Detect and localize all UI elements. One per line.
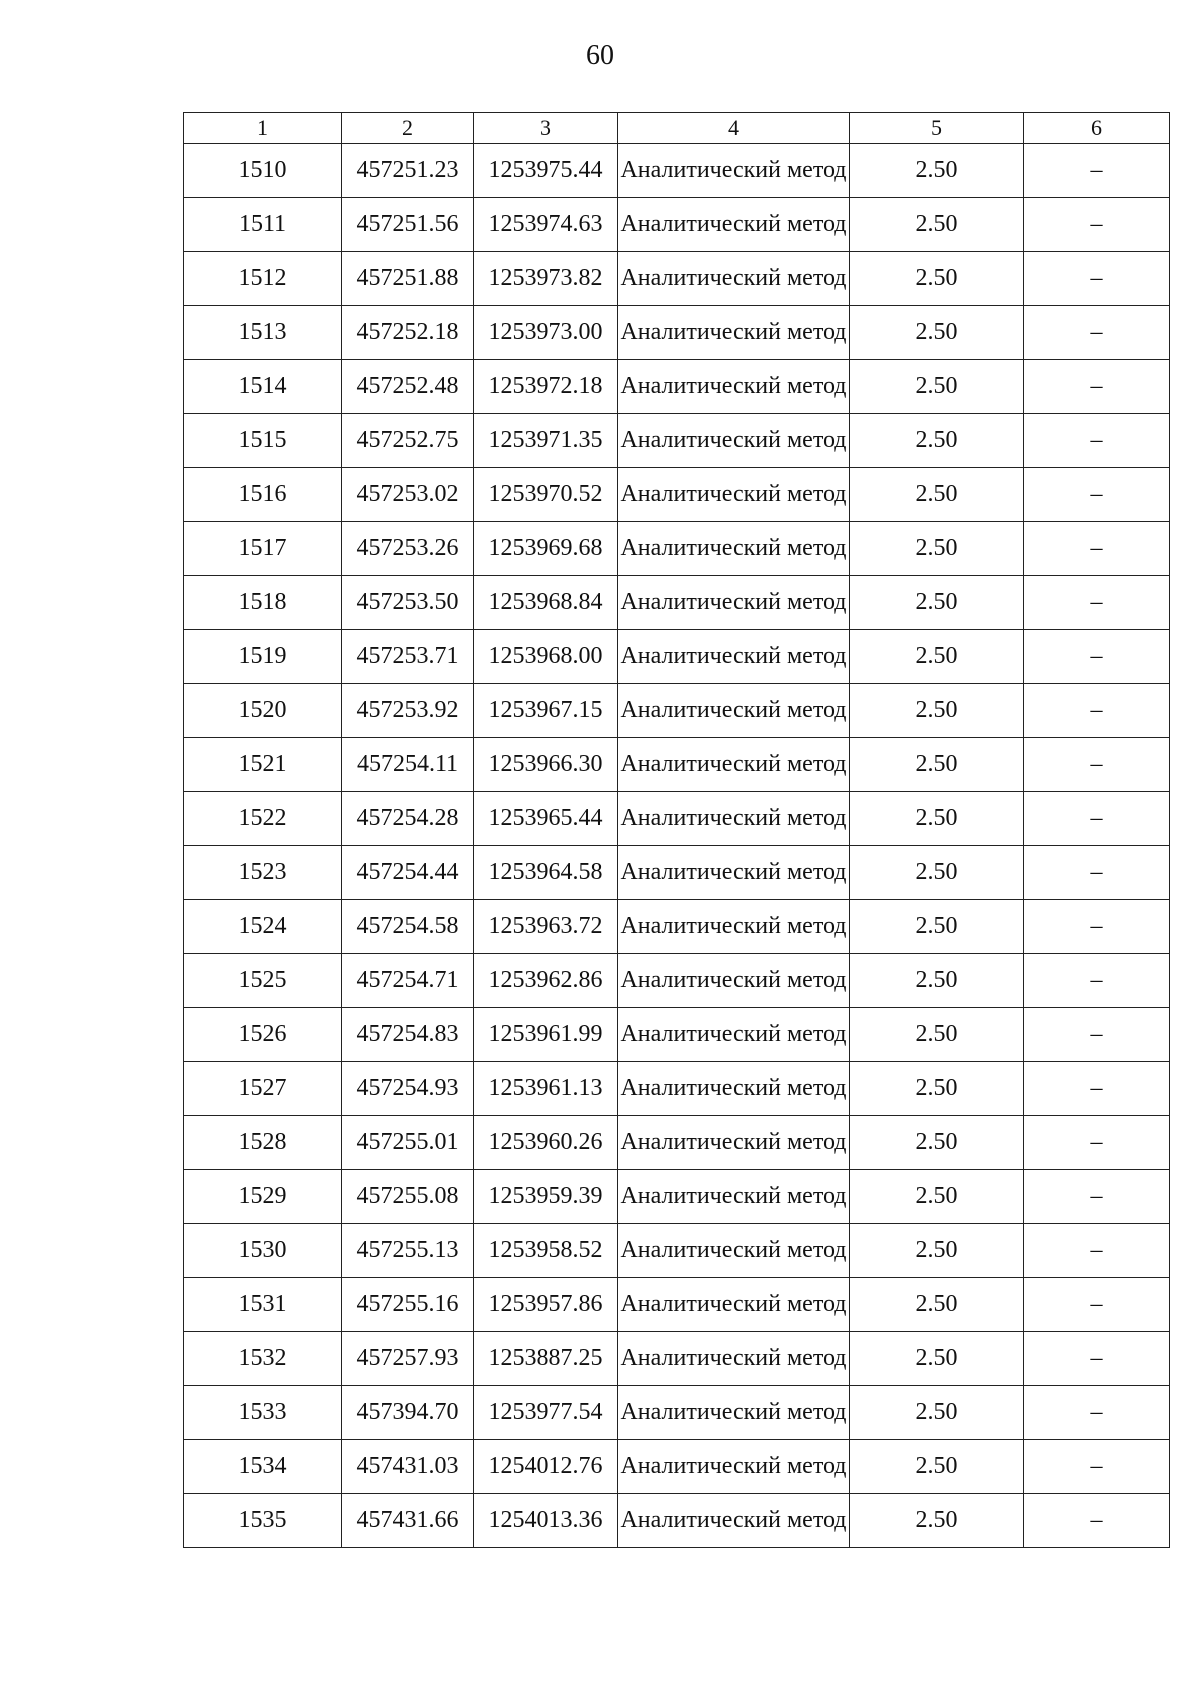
note-cell: – — [1024, 198, 1170, 252]
table-row — [184, 1116, 1170, 1170]
point-number-cell: 1528 — [184, 1116, 342, 1170]
y-coordinate-cell: 1253970.52 — [474, 468, 618, 522]
point-number-cell: 1512 — [184, 252, 342, 306]
accuracy-cell: 2.50 — [850, 684, 1024, 738]
table-row — [184, 1440, 1170, 1494]
point-number-cell: 1510 — [184, 144, 342, 198]
x-coordinate-cell: 457253.50 — [342, 576, 474, 630]
table-row — [184, 360, 1170, 414]
point-number-cell: 1514 — [184, 360, 342, 414]
y-coordinate-cell: 1253960.26 — [474, 1116, 618, 1170]
table-row — [184, 1008, 1170, 1062]
x-coordinate-cell: 457255.08 — [342, 1170, 474, 1224]
table-row — [184, 630, 1170, 684]
x-coordinate-cell: 457254.71 — [342, 954, 474, 1008]
point-number-cell: 1522 — [184, 792, 342, 846]
accuracy-cell: 2.50 — [850, 1170, 1024, 1224]
x-coordinate-cell: 457255.16 — [342, 1278, 474, 1332]
x-coordinate-cell: 457254.44 — [342, 846, 474, 900]
point-number-cell: 1513 — [184, 306, 342, 360]
method-cell: Аналитический метод — [618, 1008, 850, 1062]
method-cell: Аналитический метод — [618, 1062, 850, 1116]
method-cell: Аналитический метод — [618, 846, 850, 900]
method-cell: Аналитический метод — [618, 1386, 850, 1440]
y-coordinate-cell: 1253973.00 — [474, 306, 618, 360]
column-header-5: 5 — [850, 113, 1024, 144]
x-coordinate-cell: 457252.75 — [342, 414, 474, 468]
column-header-1: 1 — [184, 113, 342, 144]
method-cell: Аналитический метод — [618, 792, 850, 846]
method-cell: Аналитический метод — [618, 576, 850, 630]
x-coordinate-cell: 457254.58 — [342, 900, 474, 954]
x-coordinate-cell: 457253.71 — [342, 630, 474, 684]
table-row — [184, 1278, 1170, 1332]
x-coordinate-cell: 457254.11 — [342, 738, 474, 792]
x-coordinate-cell: 457251.88 — [342, 252, 474, 306]
y-coordinate-cell: 1253959.39 — [474, 1170, 618, 1224]
x-coordinate-cell: 457431.03 — [342, 1440, 474, 1494]
x-coordinate-cell: 457255.01 — [342, 1116, 474, 1170]
point-number-cell: 1534 — [184, 1440, 342, 1494]
x-coordinate-cell: 457251.56 — [342, 198, 474, 252]
table-row — [184, 1224, 1170, 1278]
note-cell: – — [1024, 630, 1170, 684]
x-coordinate-cell: 457253.26 — [342, 522, 474, 576]
method-cell: Аналитический метод — [618, 360, 850, 414]
accuracy-cell: 2.50 — [850, 846, 1024, 900]
accuracy-cell: 2.50 — [850, 1116, 1024, 1170]
x-coordinate-cell: 457252.18 — [342, 306, 474, 360]
table-row — [184, 1332, 1170, 1386]
method-cell: Аналитический метод — [618, 306, 850, 360]
accuracy-cell: 2.50 — [850, 1062, 1024, 1116]
method-cell: Аналитический метод — [618, 522, 850, 576]
point-number-cell: 1516 — [184, 468, 342, 522]
y-coordinate-cell: 1253971.35 — [474, 414, 618, 468]
method-cell: Аналитический метод — [618, 252, 850, 306]
y-coordinate-cell: 1253961.13 — [474, 1062, 618, 1116]
point-number-cell: 1525 — [184, 954, 342, 1008]
x-coordinate-cell: 457257.93 — [342, 1332, 474, 1386]
note-cell: – — [1024, 846, 1170, 900]
point-number-cell: 1529 — [184, 1170, 342, 1224]
point-number-cell: 1511 — [184, 198, 342, 252]
table-row — [184, 954, 1170, 1008]
y-coordinate-cell: 1253887.25 — [474, 1332, 618, 1386]
method-cell: Аналитический метод — [618, 1224, 850, 1278]
note-cell: – — [1024, 468, 1170, 522]
column-header-2: 2 — [342, 113, 474, 144]
note-cell: – — [1024, 252, 1170, 306]
y-coordinate-cell: 1253967.15 — [474, 684, 618, 738]
table-row — [184, 1386, 1170, 1440]
note-cell: – — [1024, 738, 1170, 792]
method-cell: Аналитический метод — [618, 1278, 850, 1332]
table-row — [184, 900, 1170, 954]
point-number-cell: 1523 — [184, 846, 342, 900]
y-coordinate-cell: 1253974.63 — [474, 198, 618, 252]
column-header-6: 6 — [1024, 113, 1170, 144]
table-row — [184, 144, 1170, 198]
point-number-cell: 1531 — [184, 1278, 342, 1332]
y-coordinate-cell: 1253977.54 — [474, 1386, 618, 1440]
x-coordinate-cell: 457254.28 — [342, 792, 474, 846]
y-coordinate-cell: 1254012.76 — [474, 1440, 618, 1494]
y-coordinate-cell: 1253965.44 — [474, 792, 618, 846]
method-cell: Аналитический метод — [618, 954, 850, 1008]
note-cell: – — [1024, 1494, 1170, 1548]
table-row — [184, 738, 1170, 792]
note-cell: – — [1024, 900, 1170, 954]
accuracy-cell: 2.50 — [850, 1278, 1024, 1332]
x-coordinate-cell: 457254.83 — [342, 1008, 474, 1062]
accuracy-cell: 2.50 — [850, 522, 1024, 576]
y-coordinate-cell: 1253962.86 — [474, 954, 618, 1008]
point-number-cell: 1519 — [184, 630, 342, 684]
point-number-cell: 1517 — [184, 522, 342, 576]
note-cell: – — [1024, 576, 1170, 630]
accuracy-cell: 2.50 — [850, 576, 1024, 630]
y-coordinate-cell: 1253969.68 — [474, 522, 618, 576]
page-number: 60 — [586, 40, 614, 71]
method-cell: Аналитический метод — [618, 630, 850, 684]
point-number-cell: 1520 — [184, 684, 342, 738]
accuracy-cell: 2.50 — [850, 1386, 1024, 1440]
method-cell: Аналитический метод — [618, 900, 850, 954]
note-cell: – — [1024, 306, 1170, 360]
table-row — [184, 684, 1170, 738]
point-number-cell: 1526 — [184, 1008, 342, 1062]
note-cell: – — [1024, 360, 1170, 414]
accuracy-cell: 2.50 — [850, 360, 1024, 414]
table-row — [184, 846, 1170, 900]
point-number-cell: 1533 — [184, 1386, 342, 1440]
accuracy-cell: 2.50 — [850, 630, 1024, 684]
note-cell: – — [1024, 1224, 1170, 1278]
y-coordinate-cell: 1253964.58 — [474, 846, 618, 900]
accuracy-cell: 2.50 — [850, 738, 1024, 792]
y-coordinate-cell: 1253957.86 — [474, 1278, 618, 1332]
point-number-cell: 1518 — [184, 576, 342, 630]
table-row — [184, 252, 1170, 306]
method-cell: Аналитический метод — [618, 738, 850, 792]
x-coordinate-cell: 457254.93 — [342, 1062, 474, 1116]
note-cell: – — [1024, 144, 1170, 198]
x-coordinate-cell: 457252.48 — [342, 360, 474, 414]
note-cell: – — [1024, 522, 1170, 576]
table-row — [184, 1062, 1170, 1116]
table-row — [184, 576, 1170, 630]
method-cell: Аналитический метод — [618, 198, 850, 252]
coordinates-table — [183, 112, 1170, 1548]
x-coordinate-cell: 457251.23 — [342, 144, 474, 198]
point-number-cell: 1535 — [184, 1494, 342, 1548]
note-cell: – — [1024, 1008, 1170, 1062]
column-header-4: 4 — [618, 113, 850, 144]
table-body — [184, 144, 1170, 1548]
y-coordinate-cell: 1253968.84 — [474, 576, 618, 630]
x-coordinate-cell: 457253.02 — [342, 468, 474, 522]
y-coordinate-cell: 1253975.44 — [474, 144, 618, 198]
note-cell: – — [1024, 414, 1170, 468]
accuracy-cell: 2.50 — [850, 1494, 1024, 1548]
method-cell: Аналитический метод — [618, 1332, 850, 1386]
accuracy-cell: 2.50 — [850, 1224, 1024, 1278]
note-cell: – — [1024, 684, 1170, 738]
note-cell: – — [1024, 792, 1170, 846]
method-cell: Аналитический метод — [618, 1116, 850, 1170]
accuracy-cell: 2.50 — [850, 1440, 1024, 1494]
accuracy-cell: 2.50 — [850, 1008, 1024, 1062]
point-number-cell: 1532 — [184, 1332, 342, 1386]
note-cell: – — [1024, 1062, 1170, 1116]
y-coordinate-cell: 1253968.00 — [474, 630, 618, 684]
point-number-cell: 1515 — [184, 414, 342, 468]
table-row — [184, 522, 1170, 576]
note-cell: – — [1024, 1440, 1170, 1494]
method-cell: Аналитический метод — [618, 1440, 850, 1494]
y-coordinate-cell: 1253966.30 — [474, 738, 618, 792]
point-number-cell: 1530 — [184, 1224, 342, 1278]
table-header — [184, 113, 1170, 144]
method-cell: Аналитический метод — [618, 1494, 850, 1548]
y-coordinate-cell: 1253961.99 — [474, 1008, 618, 1062]
note-cell: – — [1024, 1386, 1170, 1440]
table-row — [184, 468, 1170, 522]
column-header-3: 3 — [474, 113, 618, 144]
table-row — [184, 792, 1170, 846]
accuracy-cell: 2.50 — [850, 414, 1024, 468]
accuracy-cell: 2.50 — [850, 468, 1024, 522]
accuracy-cell: 2.50 — [850, 306, 1024, 360]
y-coordinate-cell: 1254013.36 — [474, 1494, 618, 1548]
method-cell: Аналитический метод — [618, 684, 850, 738]
accuracy-cell: 2.50 — [850, 900, 1024, 954]
method-cell: Аналитический метод — [618, 144, 850, 198]
x-coordinate-cell: 457431.66 — [342, 1494, 474, 1548]
y-coordinate-cell: 1253963.72 — [474, 900, 618, 954]
accuracy-cell: 2.50 — [850, 792, 1024, 846]
note-cell: – — [1024, 1278, 1170, 1332]
point-number-cell: 1524 — [184, 900, 342, 954]
point-number-cell: 1527 — [184, 1062, 342, 1116]
table-row — [184, 198, 1170, 252]
method-cell: Аналитический метод — [618, 1170, 850, 1224]
note-cell: – — [1024, 1332, 1170, 1386]
x-coordinate-cell: 457394.70 — [342, 1386, 474, 1440]
accuracy-cell: 2.50 — [850, 954, 1024, 1008]
accuracy-cell: 2.50 — [850, 198, 1024, 252]
accuracy-cell: 2.50 — [850, 1332, 1024, 1386]
table-row — [184, 414, 1170, 468]
note-cell: – — [1024, 1170, 1170, 1224]
x-coordinate-cell: 457253.92 — [342, 684, 474, 738]
accuracy-cell: 2.50 — [850, 144, 1024, 198]
method-cell: Аналитический метод — [618, 414, 850, 468]
method-cell: Аналитический метод — [618, 468, 850, 522]
table-row — [184, 1494, 1170, 1548]
header-row — [184, 113, 1170, 144]
point-number-cell: 1521 — [184, 738, 342, 792]
accuracy-cell: 2.50 — [850, 252, 1024, 306]
table-row — [184, 306, 1170, 360]
y-coordinate-cell: 1253972.18 — [474, 360, 618, 414]
table-row — [184, 1170, 1170, 1224]
note-cell: – — [1024, 954, 1170, 1008]
x-coordinate-cell: 457255.13 — [342, 1224, 474, 1278]
y-coordinate-cell: 1253973.82 — [474, 252, 618, 306]
note-cell: – — [1024, 1116, 1170, 1170]
y-coordinate-cell: 1253958.52 — [474, 1224, 618, 1278]
